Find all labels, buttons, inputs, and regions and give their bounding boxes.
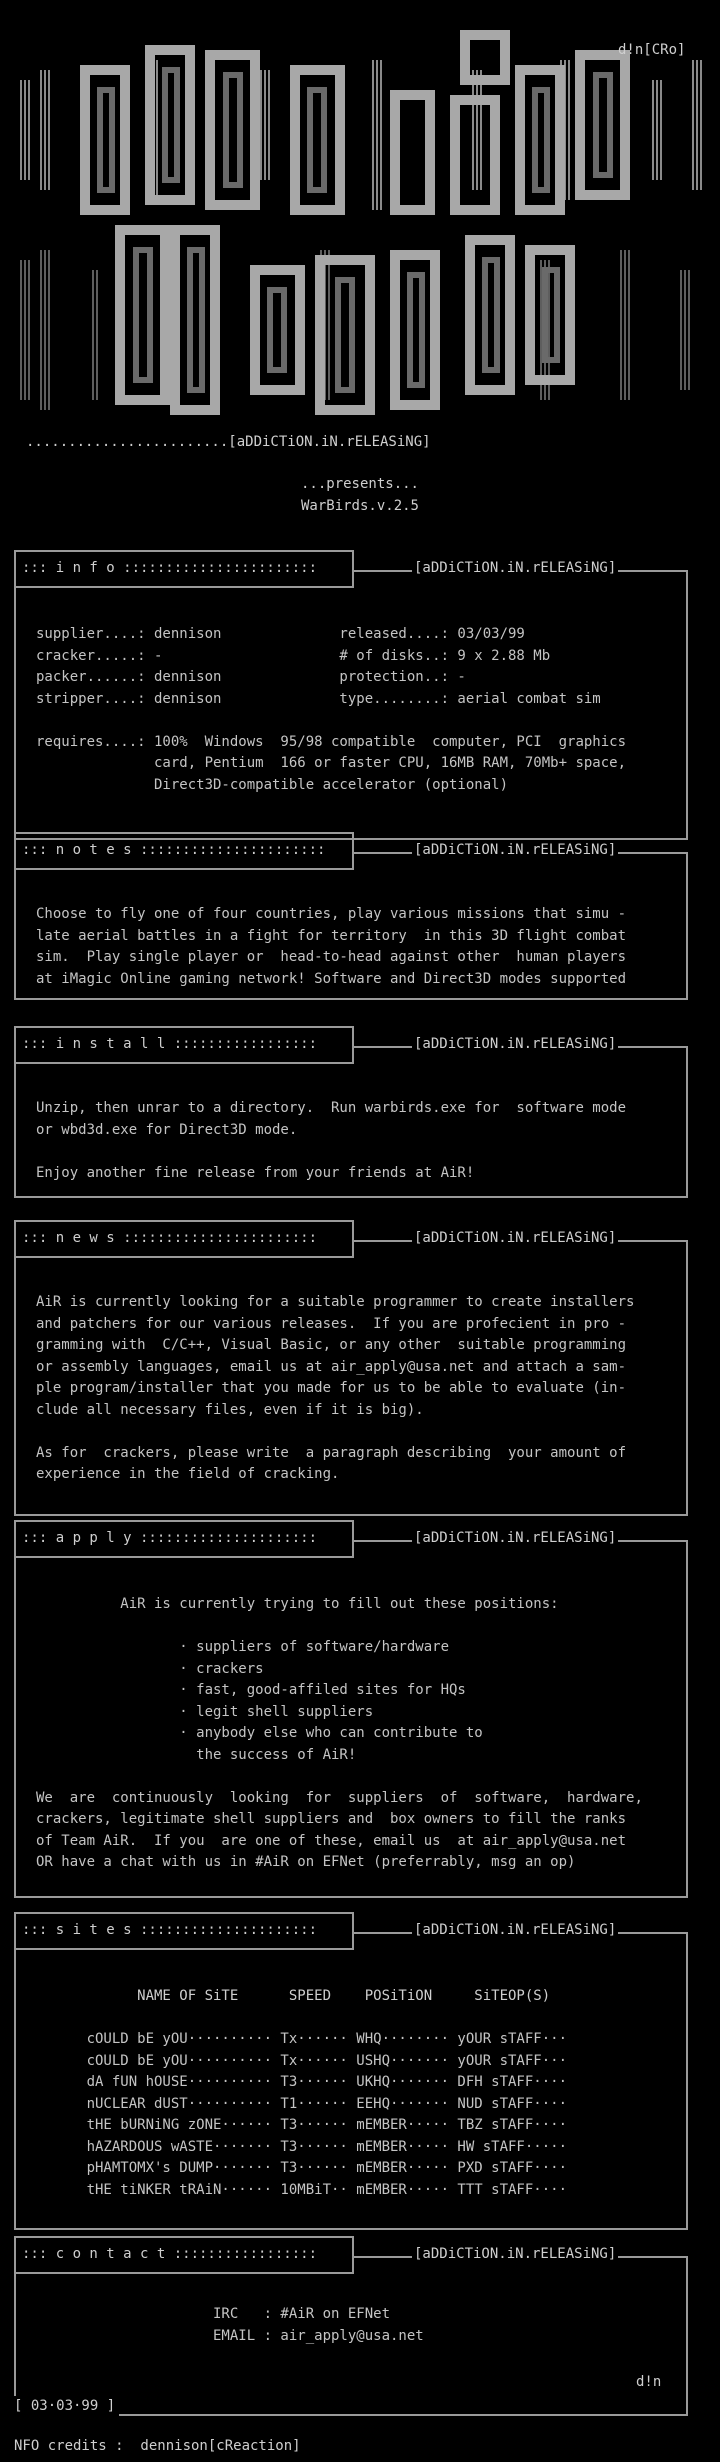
news-line: ple program/installer that you made for us to be able to evaluate (in- xyxy=(36,1380,627,1396)
news-line: AiR is currently looking for a suitable programmer to create installers xyxy=(36,1294,635,1310)
section-group-tag: [aDDiCTiON.iN.rELEASiNG] xyxy=(412,1528,618,1550)
notes-line: at iMagic Online gaming network! Software and Direct3D modes supported xyxy=(36,970,627,987)
nfo-credits: NFO credits : dennison[cReaction] xyxy=(14,2438,301,2454)
info-line: supplier....: dennison released....: 03/03/99 xyxy=(36,626,525,642)
info-line: stripper....: dennison type........: aerial combat sim xyxy=(36,690,601,707)
release-name: WarBirds.v.2.5 xyxy=(300,498,419,514)
news-section xyxy=(14,1220,688,1516)
apply-line xyxy=(36,1616,643,1638)
apply-line: · legit shell suppliers xyxy=(36,1703,374,1720)
apply-line: of Team AiR. If you are one of these, email us at air_apply@usa.net xyxy=(36,1832,627,1849)
notes-line: Choose to fly one of four countries, play various missions that simu - xyxy=(36,906,627,922)
contact-section xyxy=(14,2236,688,2416)
notes-line: late aerial battles in a fight for territory in this 3D flight combat xyxy=(36,927,627,944)
install-body xyxy=(36,1098,626,1184)
apply-line: · fast, good-affiled sites for HQs xyxy=(36,1682,466,1698)
sites-line: dA fUN hOUSE·········· T3······ UKHQ······· DFH sTAFF···· xyxy=(36,2074,568,2090)
apply-line: · suppliers of software/hardware xyxy=(36,1639,450,1655)
contact-line: IRC : #AiR on EFNet xyxy=(36,2306,391,2322)
apply-line: · anybody else who can contribute to xyxy=(36,1725,483,1741)
sites-line: hAZARDOUS wASTE······· T3······ mEMBER····· HW sTAFF····· xyxy=(36,2138,568,2155)
install-line xyxy=(36,1141,626,1163)
install-line: Unzip, then unrar to a directory. Run warbirds.exe for software mode xyxy=(36,1100,627,1116)
contact-body xyxy=(36,2304,424,2347)
info-line: requires....: 100% Windows 95/98 compatible computer, PCI graphics xyxy=(36,733,627,750)
apply-line: AiR is currently trying to fill out these positions: xyxy=(36,1596,559,1612)
info-section-title: ::: i n f o ::::::::::::::::::::::: xyxy=(14,550,354,588)
notes-section xyxy=(14,832,688,1000)
sites-section xyxy=(14,1912,688,2230)
apply-line: OR have a chat with us in #AiR on EFNet (preferrably, msg an op) xyxy=(36,1854,576,1870)
apply-line: crackers, legitimate shell suppliers and box owners to fill the ranks xyxy=(36,1811,627,1827)
artist-tag: d!n[CRo] xyxy=(618,42,686,58)
date-line: [ 03·03·99 ] xyxy=(14,2396,119,2418)
info-section xyxy=(14,550,688,840)
notes-body xyxy=(36,904,626,990)
news-line xyxy=(36,1421,634,1443)
section-group-tag: [aDDiCTiON.iN.rELEASiNG] xyxy=(412,840,618,862)
contact-line: EMAIL : air_apply@usa.net xyxy=(36,2327,424,2344)
notes-section-title: ::: n o t e s :::::::::::::::::::::: xyxy=(14,832,354,870)
sites-line: pHAMTOMX's DUMP······· T3······ mEMBER····· PXD sTAFF···· xyxy=(36,2160,568,2176)
section-group-tag: [aDDiCTiON.iN.rELEASiNG] xyxy=(412,1228,618,1250)
apply-line: the success of AiR! xyxy=(36,1746,357,1763)
apply-line xyxy=(36,1766,643,1788)
section-group-tag: [aDDiCTiON.iN.rELEASiNG] xyxy=(412,1920,618,1942)
info-line xyxy=(36,710,626,732)
info-line: card, Pentium 166 or faster CPU, 16MB RAM, 70Mb+ space, xyxy=(36,755,627,771)
news-line: experience in the field of cracking. xyxy=(36,1466,340,1482)
sites-line: cOULD bE yOU·········· Tx······ WHQ········ yOUR sTAFF··· xyxy=(36,2031,568,2047)
air-ascii-logo xyxy=(0,0,720,470)
install-section xyxy=(14,1026,688,1198)
info-line: packer......: dennison protection..: - xyxy=(36,669,466,685)
sites-line: cOULD bE yOU·········· Tx······ USHQ······· yOUR sTAFF··· xyxy=(36,2052,568,2069)
sites-line: tHE tiNKER tRAiN······ 10MBiT·· mEMBER····· TTT sTAFF···· xyxy=(36,2181,568,2198)
apply-body xyxy=(36,1594,643,1874)
apply-section xyxy=(14,1520,688,1898)
apply-line: We are continuously looking for suppliers of software, hardware, xyxy=(36,1789,643,1806)
install-section-title: ::: i n s t a l l ::::::::::::::::: xyxy=(14,1026,354,1064)
section-group-tag: [aDDiCTiON.iN.rELEASiNG] xyxy=(412,1034,618,1056)
section-group-tag: [aDDiCTiON.iN.rELEASiNG] xyxy=(412,2244,618,2266)
news-body xyxy=(36,1292,634,1486)
news-line: and patchers for our various releases. If you are profecient in pro - xyxy=(36,1315,627,1332)
presents-line: ...presents... xyxy=(300,476,419,492)
news-line: or assembly languages, email us at air_apply@usa.net and attach a sam- xyxy=(36,1358,627,1375)
sites-line: tHE bURNiNG zONE······ T3······ mEMBER····· TBZ sTAFF···· xyxy=(36,2117,568,2133)
sites-line: nUCLEAR dUST·········· T1······ EEHQ······· NUD sTAFF···· xyxy=(36,2095,568,2112)
sites-line xyxy=(36,2008,567,2030)
sites-section-title: ::: s i t e s ::::::::::::::::::::: xyxy=(14,1912,354,1950)
sites-body xyxy=(36,1986,567,2201)
news-line: clude all necessary files, even if it is big). xyxy=(36,1401,424,1418)
info-line: Direct3D-compatible accelerator (optional) xyxy=(36,776,509,793)
news-section-title: ::: n e w s ::::::::::::::::::::::: xyxy=(14,1220,354,1258)
apply-section-title: ::: a p p l y ::::::::::::::::::::: xyxy=(14,1520,354,1558)
sites-line: NAME OF SiTE SPEED POSiTiON SiTEOP(S) xyxy=(36,1988,551,2004)
section-group-tag: [aDDiCTiON.iN.rELEASiNG] xyxy=(412,558,618,580)
notes-line: sim. Play single player or head-to-head against other human players xyxy=(36,949,627,965)
info-body xyxy=(36,624,626,796)
news-line: As for crackers, please write a paragraph describing your amount of xyxy=(36,1444,627,1461)
install-line: or wbd3d.exe for Direct3D mode. xyxy=(36,1121,298,1138)
contact-section-title: ::: c o n t a c t ::::::::::::::::: xyxy=(14,2236,354,2274)
install-line: Enjoy another fine release from your friends at AiR! xyxy=(36,1164,475,1181)
apply-line: · crackers xyxy=(36,1660,264,1677)
info-line: cracker.....: - # of disks..: 9 x 2.88 Mb xyxy=(36,647,551,664)
group-dotline: ........................[aDDiCTiON.iN.rELEASiNG] xyxy=(26,434,431,450)
news-line: gramming with C/C++, Visual Basic, or any other suitable programming xyxy=(36,1337,627,1353)
contact-artist-tag: d!n xyxy=(636,2374,662,2390)
